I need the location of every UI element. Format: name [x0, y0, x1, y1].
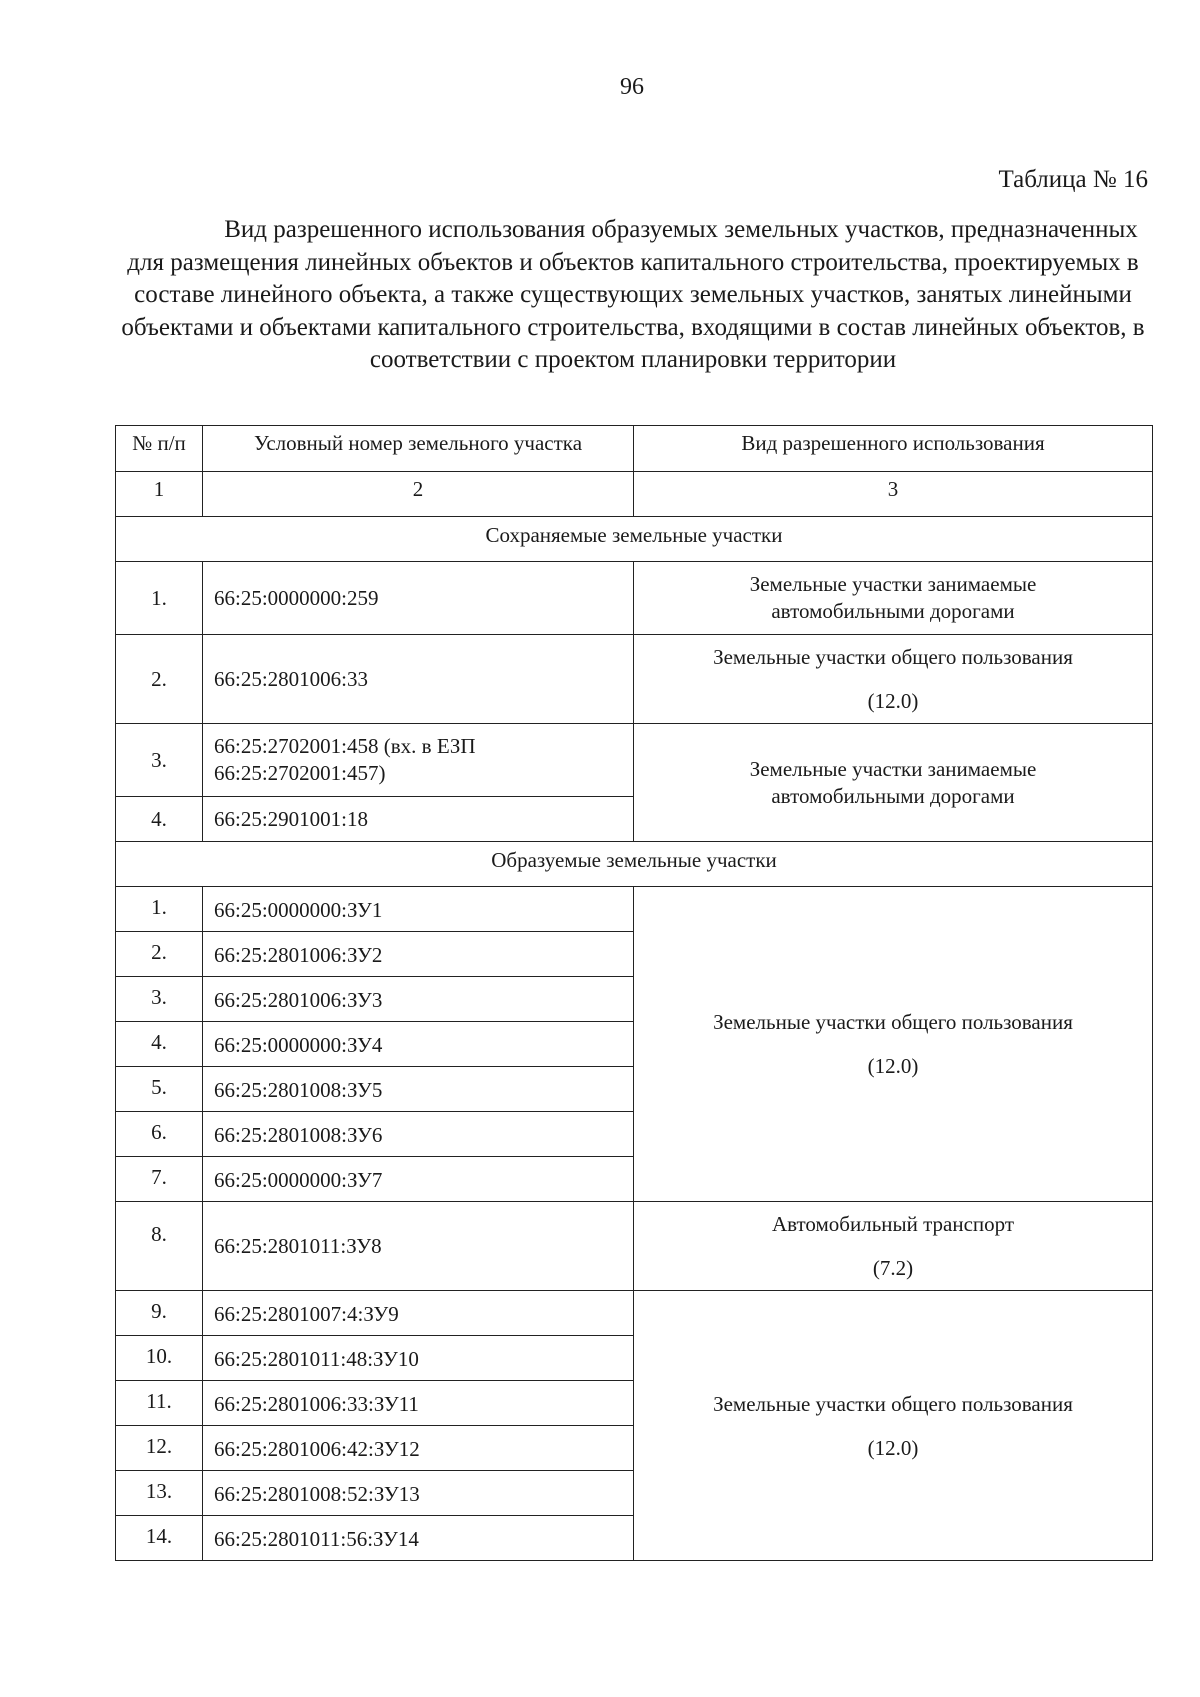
table-label: Таблица № 16	[998, 166, 1148, 193]
plot-code: 66:25:2801008:52:ЗУ13	[203, 1471, 634, 1516]
permitted-use	[634, 887, 1153, 1202]
plot-code: 66:25:2801008:ЗУ5	[203, 1067, 634, 1112]
table-row	[116, 562, 1153, 635]
header-row	[116, 426, 1153, 472]
caption-text: Вид разрешенного использования образуемых земельных участков, предназначенных для размещения линейных объектов и объектов капитального строительства, проектируемых в составе линейного объекта, а также существующих земельных участков, занятых линейными объектами и объектами капитального строительства, входящими в состав линейных объектов, в соответствии с проектом планировки территории	[121, 216, 1145, 373]
row-number: 4.	[116, 1022, 203, 1067]
plot-code: 66:25:2801006:33:ЗУ11	[203, 1381, 634, 1426]
permitted-use-text: Земельные участки общего пользования	[713, 1391, 1073, 1416]
permitted-use-code: (12.0)	[867, 1435, 919, 1460]
row-number: 5.	[116, 1067, 203, 1112]
row-number: 3.	[116, 977, 203, 1022]
plot-code: 66:25:2801006:ЗУ2	[203, 932, 634, 977]
plot-code: 66:25:2801006:33	[203, 635, 634, 724]
plot-code: 66:25:0000000:ЗУ1	[203, 887, 634, 932]
plot-code: 66:25:2801006:ЗУ3	[203, 977, 634, 1022]
plot-code: 66:25:2801011:ЗУ8	[203, 1202, 634, 1291]
table-row	[116, 1202, 1153, 1291]
table-row	[116, 724, 1153, 797]
plot-code: 66:25:2801011:56:ЗУ14	[203, 1516, 634, 1561]
table-caption	[108, 214, 1158, 377]
row-number: 3.	[116, 724, 203, 797]
row-number: 8.	[116, 1202, 203, 1291]
plot-code: 66:25:2801011:48:ЗУ10	[203, 1336, 634, 1381]
page-number: 96	[620, 74, 644, 100]
plot-code: 66:25:2901001:18	[203, 797, 634, 842]
permitted-use-text: Автомобильный транспорт	[771, 1212, 1015, 1236]
header-cell-code: Условный номер земельного участка	[203, 426, 634, 472]
row-number: 7.	[116, 1157, 203, 1202]
header-cell-number: № п/п	[116, 426, 203, 472]
header-cell-use: Вид разрешенного использования	[634, 426, 1153, 472]
section-row-preserved	[116, 517, 1153, 562]
permitted-use: Земельные участки занимаемые автомобильными дорогами	[634, 562, 1153, 635]
row-number: 10.	[116, 1336, 203, 1381]
plot-code: 66:25:0000000:ЗУ7	[203, 1157, 634, 1202]
plot-code: 66:25:0000000:ЗУ4	[203, 1022, 634, 1067]
column-number-1: 1	[116, 472, 203, 517]
column-number-row	[116, 472, 1153, 517]
section-row-formed	[116, 842, 1153, 887]
permitted-use-code: (12.0)	[867, 1054, 919, 1078]
section-title-formed: Образуемые земельные участки	[116, 842, 1153, 887]
table-row	[116, 887, 1153, 932]
permitted-use	[634, 1202, 1153, 1291]
table-row	[116, 635, 1153, 724]
plot-code: 66:25:2801007:4:ЗУ9	[203, 1291, 634, 1336]
row-number: 9.	[116, 1291, 203, 1336]
plot-code: 66:25:0000000:259	[203, 562, 634, 635]
row-number: 6.	[116, 1112, 203, 1157]
permitted-use: Земельные участки занимаемые автомобильными дорогами	[634, 724, 1153, 842]
permitted-use	[634, 1291, 1153, 1561]
section-title-preserved: Сохраняемые земельные участки	[116, 517, 1153, 562]
permitted-use-text: Земельные участки общего пользования	[713, 645, 1073, 669]
row-number: 11.	[116, 1381, 203, 1426]
land-plots-table	[115, 425, 1153, 1561]
column-number-3: 3	[634, 472, 1153, 517]
plot-code: 66:25:2801006:42:ЗУ12	[203, 1426, 634, 1471]
plot-code-line-1: 66:25:2702001:458 (вх. в ЕЗП	[214, 734, 476, 758]
plot-code	[203, 724, 634, 797]
row-number: 4.	[116, 797, 203, 842]
row-number: 2.	[116, 635, 203, 724]
column-number-2: 2	[203, 472, 634, 517]
row-number: 1.	[116, 887, 203, 932]
row-number: 2.	[116, 932, 203, 977]
permitted-use-text: Земельные участки общего пользования	[713, 1010, 1073, 1034]
permitted-use-code: (7.2)	[872, 1256, 914, 1280]
plot-code: 66:25:2801008:ЗУ6	[203, 1112, 634, 1157]
row-number: 1.	[116, 562, 203, 635]
row-number: 12.	[116, 1426, 203, 1471]
permitted-use	[634, 635, 1153, 724]
table-row	[116, 1291, 1153, 1336]
plot-code-line-2: 66:25:2702001:457)	[214, 761, 386, 785]
row-number: 14.	[116, 1516, 203, 1561]
row-number: 13.	[116, 1471, 203, 1516]
permitted-use-code: (12.0)	[867, 689, 919, 713]
